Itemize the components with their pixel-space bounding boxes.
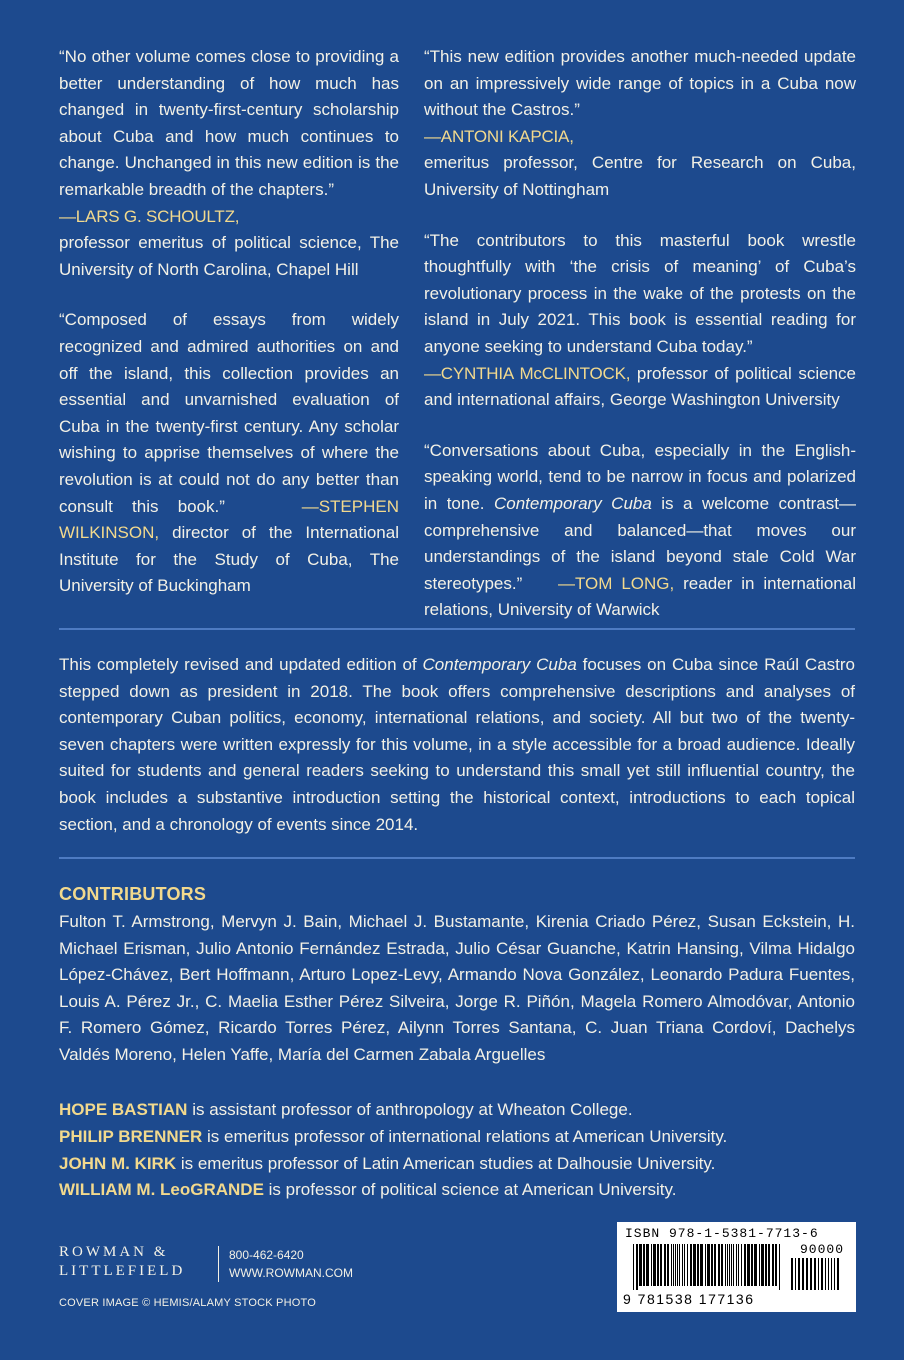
- publisher-website: WWW.ROWMAN.COM: [229, 1266, 353, 1280]
- addon-bar: [802, 1258, 804, 1290]
- quote-author: —LARS G. SCHOULTZ,: [59, 206, 240, 226]
- barcode-bar: [657, 1244, 659, 1286]
- barcode-bar: [700, 1244, 703, 1286]
- editor-entry: [59, 1097, 855, 1124]
- quote-author: —STEPHEN WILKINSON,: [59, 496, 399, 543]
- editor-entry: [59, 1151, 855, 1178]
- section-divider: [59, 857, 855, 859]
- barcode-bar: [733, 1244, 734, 1286]
- barcode-bar: [779, 1244, 780, 1290]
- editor-entry: [59, 1177, 855, 1204]
- editor-name: HOPE BASTIAN: [59, 1100, 188, 1119]
- barcode-bar: [727, 1244, 728, 1286]
- addon-bar: [828, 1258, 829, 1290]
- editor-bio: is assistant professor of anthropology at Wheaton College.: [187, 1100, 633, 1119]
- barcode-bar: [725, 1244, 726, 1286]
- addon-bar: [837, 1258, 839, 1290]
- endorsement-quote: [59, 307, 399, 600]
- barcode-bar: [768, 1244, 770, 1286]
- isbn-text: ISBN 978-1-5381-7713-6: [625, 1226, 819, 1241]
- endorsement-quote: [59, 44, 399, 283]
- barcode-bar: [687, 1244, 688, 1286]
- quote-text: “No other volume comes close to providing a better understanding of how much has changed in twenty-first-century scholarship about Cuba and how much continues to change. Unchanged in this new edition is the remarkable breadth of the chapters.”: [59, 47, 399, 199]
- quote-affiliation: professor emeritus of political science, The University of North Carolina, Chapel Hill: [59, 233, 399, 279]
- section-divider: [59, 628, 855, 630]
- barcode-bar: [667, 1244, 669, 1286]
- barcode-bar: [646, 1244, 649, 1286]
- barcode-bar: [754, 1244, 757, 1286]
- contributors-list: Fulton T. Armstrong, Mervyn J. Bain, Michael J. Bustamante, Kirenia Criado Pérez, Susan Eckstein, H. Michael Erisman, Julio Antonio Fernández Estrada, Julio César Guanche, Katrin Hansing, Vilma Hidalgo López-Chávez, Bert Hoffmann, Arturo Lopez-Levy, Armando Nova González, Leonardo Padura Fuentes, Louis A. Pérez Jr., C. Maelia Esther Pérez Silveira, Jorge R. Piñón, Magela Romero Almodóvar, Antonio F. Romero Gómez, Ricardo Torres Pérez, Ailynn Torres Santana, C. Juan Triana Cordoví, Dachelys Valdés Moreno, Helen Yaffe, María del Carmen Zabala Arguelles: [59, 912, 855, 1064]
- publisher-phone: 800-462-6420: [229, 1248, 304, 1262]
- quote-author: —CYNTHIA McCLINTOCK,: [424, 363, 631, 383]
- quote-text: “The contributors to this masterful book wrestle thoughtfully with ‘the crisis of meaning’ of Cuba’s revolutionary process in the wake of the protests on the island in July 2021. This book is essential reading for anyone seeking to understand Cuba today.”: [424, 230, 856, 356]
- publisher-logo: [59, 1243, 185, 1281]
- barcode-bar: [721, 1244, 723, 1286]
- publisher-contact: [218, 1246, 353, 1282]
- barcode-bar: [679, 1244, 680, 1286]
- barcode-bar: [729, 1244, 730, 1286]
- endorsements-right-column: [424, 44, 856, 648]
- quote-affiliation: professor of political science and international affairs, George Washington University: [424, 363, 857, 410]
- barcode-bar: [775, 1244, 777, 1286]
- quote-text: “Conversations about Cuba, especially in the English-speaking world, tend to be narrow in focus and polarized in tone. Contemporary Cuba is a welcome contrast—comprehensive and balanced—that moves our understandings of the island beyond stale Cold War stereotypes.” —TOM LONG, reader in international relations, University of Warwick: [424, 440, 856, 620]
- quote-text: “Composed of essays from widely recognized and admired authorities on and off the island, this collection provides an essential and unvarnished evaluation of Cuba in the twenty-first century. Any scholar wishing to apprise themselves of where the revolution is at could not do any better than consult this book.” —STEPHEN WILKINSON, director of the International Institute for the Study of Cuba, The University of Buckingham: [59, 310, 399, 596]
- barcode-bar: [772, 1244, 774, 1286]
- addon-bar: [791, 1258, 793, 1290]
- addon-bar: [795, 1258, 796, 1290]
- barcode-bar: [718, 1244, 720, 1286]
- barcode-bar: [653, 1244, 656, 1286]
- addon-bar: [806, 1258, 808, 1290]
- quote-attribution: [59, 204, 399, 284]
- addon-bar: [814, 1258, 816, 1290]
- quote-affiliation: director of the International Institute for the Study of Cuba, The University of Buckingham: [59, 523, 399, 596]
- barcode-number: 9 781538 177136: [623, 1291, 755, 1307]
- barcode-bars: [631, 1244, 843, 1292]
- publisher-name-line2: LITTLEFIELD: [59, 1263, 186, 1279]
- addon-bar: [798, 1258, 800, 1290]
- addon-bar: [825, 1258, 826, 1290]
- book-description: This completely revised and updated edition of Contemporary Cuba focuses on Cuba since Raúl Castro stepped down as president in 2018. The book offers comprehensive descriptions and analyses of contemporary Cuban politics, economy, international relations, and society. All but two of the twenty-seven chapters were written expressly for this volume, in a style accessible for a broad audience. Ideally suited for students and general readers seeking to understand this small yet still influential country, the book includes a substantive introduction setting the historical context, introductions to each topical section, and a chronology of events since 2014.: [59, 655, 856, 834]
- cover-image-credit: COVER IMAGE © HEMIS/ALAMY STOCK PHOTO: [59, 1297, 316, 1309]
- barcode-bar: [738, 1244, 739, 1286]
- editor-entry: [59, 1124, 855, 1151]
- endorsement-quote: [424, 228, 856, 414]
- quote-author: —TOM LONG,: [557, 573, 675, 593]
- barcode-bar: [761, 1244, 764, 1286]
- barcode-bar: [705, 1244, 706, 1286]
- editor-bio: is emeritus professor of Latin American studies at Dalhousie University.: [176, 1153, 716, 1173]
- barcode-bar: [671, 1244, 672, 1286]
- editor-name: JOHN M. KIRK: [59, 1153, 177, 1173]
- addon-bar: [810, 1258, 812, 1290]
- barcode-bar: [673, 1244, 674, 1286]
- barcode-bar: [690, 1244, 692, 1286]
- barcode-bar: [636, 1244, 638, 1290]
- endorsement-quote: [424, 44, 856, 204]
- addon-bar: [831, 1258, 832, 1290]
- barcode-bar: [639, 1244, 642, 1286]
- editors-list: [59, 1097, 855, 1204]
- addon-bar: [834, 1258, 835, 1290]
- addon-bar: [821, 1258, 823, 1290]
- addon-bar: [818, 1258, 819, 1290]
- quote-attribution: [424, 361, 856, 414]
- barcode-bar: [675, 1244, 676, 1286]
- contributors-heading: CONTRIBUTORS: [59, 884, 207, 904]
- quote-text: “This new edition provides another much-needed update on an impressively wide range of topics in a Cuba now without the Castros.”: [424, 47, 856, 120]
- barcode-bar: [741, 1244, 742, 1286]
- isbn-barcode: [617, 1222, 856, 1312]
- barcode-bar: [759, 1244, 760, 1286]
- barcode-bar: [660, 1244, 662, 1286]
- barcode-bar: [697, 1244, 699, 1286]
- barcode-bar: [736, 1244, 737, 1286]
- barcode-bar: [731, 1244, 732, 1286]
- editor-name: WILLIAM M. LeoGRANDE: [59, 1180, 264, 1200]
- barcode-bar: [651, 1244, 652, 1286]
- endorsements-left-column: [59, 44, 399, 624]
- quote-author: —ANTONI KAPCIA,: [424, 126, 574, 146]
- quote-affiliation: reader in international relations, University of Warwick: [424, 573, 856, 620]
- barcode-bar: [682, 1244, 683, 1286]
- endorsement-quote: [424, 438, 856, 624]
- price-code: 90000: [799, 1242, 844, 1257]
- quote-affiliation: emeritus professor, Centre for Research on Cuba, University of Nottingham: [424, 153, 856, 199]
- barcode-bar: [707, 1244, 710, 1286]
- barcode-bar: [633, 1244, 634, 1290]
- barcode-bar: [677, 1244, 678, 1286]
- barcode-bar: [693, 1244, 696, 1286]
- barcode-bar: [714, 1244, 716, 1286]
- barcode-bar: [751, 1244, 753, 1286]
- book-title-italic: Contemporary Cuba: [422, 655, 577, 674]
- barcode-bar: [664, 1244, 666, 1286]
- book-title-italic: Contemporary Cuba: [493, 493, 652, 513]
- editor-name: PHILIP BRENNER: [59, 1126, 203, 1146]
- barcode-bar: [747, 1244, 750, 1286]
- barcode-bar: [765, 1244, 767, 1286]
- barcode-bar: [684, 1244, 685, 1286]
- publisher-name-line1: ROWMAN &: [59, 1244, 169, 1260]
- quote-attribution: [424, 124, 856, 204]
- barcode-bar: [744, 1244, 746, 1286]
- editor-bio: is professor of political science at American University.: [263, 1180, 677, 1200]
- barcode-bar: [711, 1244, 713, 1286]
- editor-bio: is emeritus professor of international relations at American University.: [202, 1126, 728, 1146]
- barcode-bar: [643, 1244, 645, 1286]
